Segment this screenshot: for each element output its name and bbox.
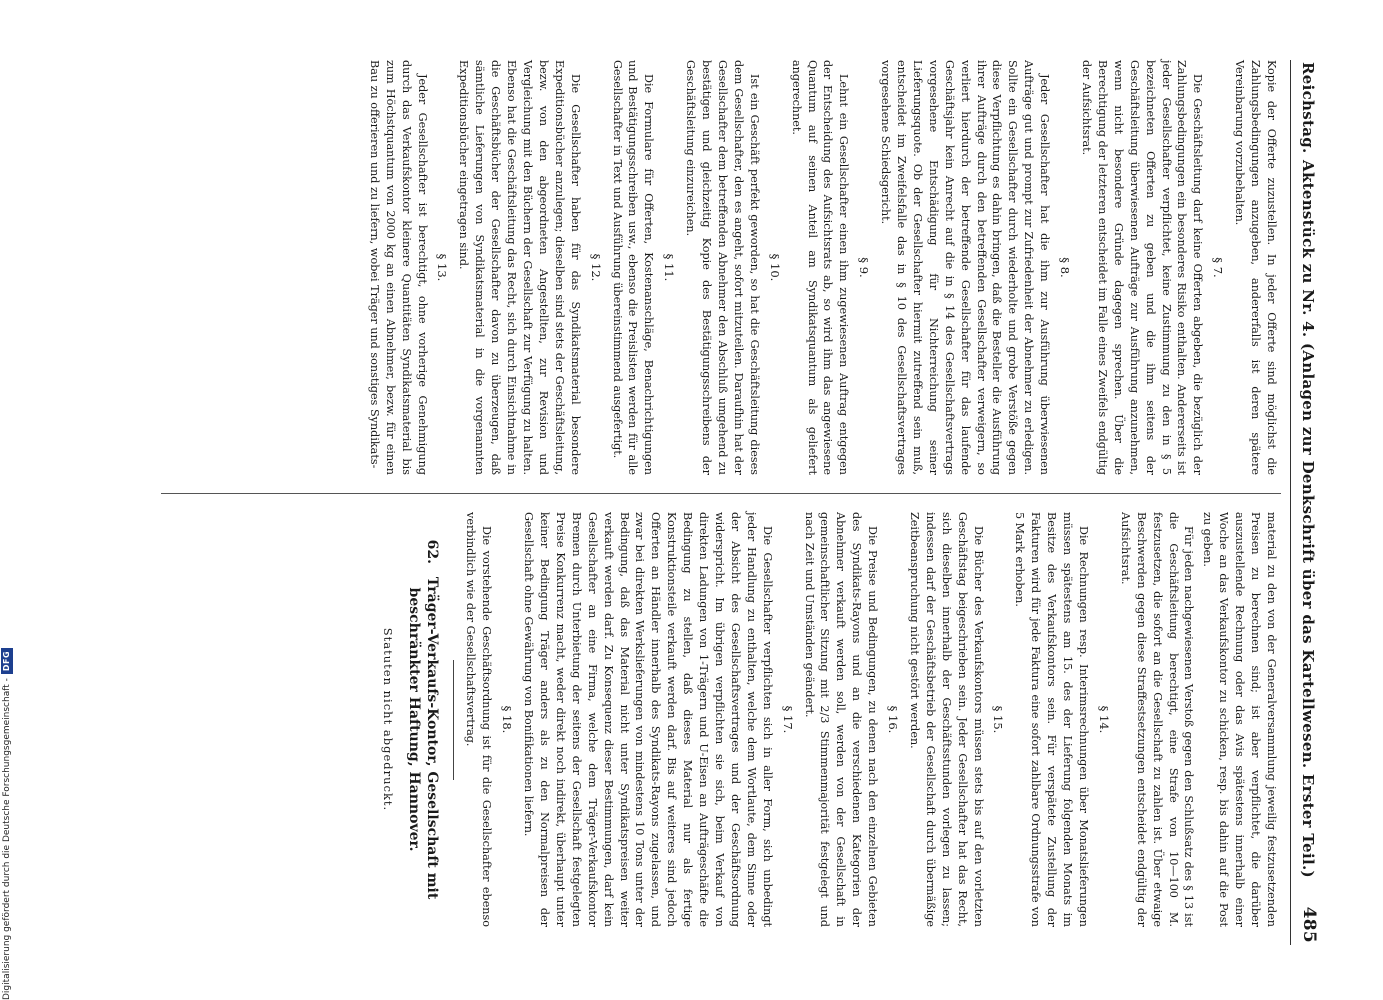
- entry-title: Träger-Verkaufs-Kontor, Gesellschaft mit beschränkter Haftung, Hannover.: [406, 576, 441, 900]
- section-heading: § 18.: [500, 705, 515, 734]
- section-heading: § 8.: [1058, 257, 1073, 278]
- credit-text: Digitalisierung gefördert durch die Deutsche Forschungsgemeinschaft -: [2, 678, 12, 1000]
- section-text: Die Geschäftsleitung darf keine Offerten abgeben, die bezüglich der Zahlungsbedingungen ein besonderes Risiko enthalten. Andererseits ist jeder Gesellschafter verpflichtet, keine Zustimmung zu den in § 5 bezeichneten Offerten zu geben und die ihm seitens der Geschäftsleitung überwiesenen Aufträge zur Ausführung anzunehmen, wenn nicht besondere Gründe dagegen sprechen. Über die Berechtigung der letzteren entscheidet im Falle eines Zweifels endgültig der Aufsichtsrat.: [1080, 60, 1205, 475]
- section-text: Lehnt ein Gesellschafter einen ihm zugewiesenen Auftrag entgegen der Entscheidung des Aufsichtsrats ab, so wird ihm das angewiesene Quantum auf seinen Anteil am Syndikatsquantum als geliefert angerechnet.: [789, 60, 851, 475]
- right-intro: material zu den von der Generalversammlung jeweilig festzusetzenden Preisen zu berechnen sind; ist aber verpflichtet, die darüber auszustellende Rechnung oder das Avis spätestens innerhalb einer Woche an das Verkaufskontor zu schicken, resp. bis dahin auf die Post zu geben.: [1201, 512, 1278, 927]
- section-heading: § 14.: [1096, 705, 1111, 734]
- entry-note: Statuten nicht abgedruckt.: [381, 627, 396, 812]
- section-text: Die vorstehende Geschäftsordnung ist für die Gesellschafter ebenso verbindlich wie der Gesellschaftsvertrag.: [464, 512, 494, 927]
- section-heading: § 16.: [886, 705, 901, 734]
- section-text: Die Preise und Bedingungen, zu denen nach den einzelnen Gebieten des Syndikats-Rayons und an die verschiedenen Kategorien der Abnehmer verkauft werden soll, werden von der Gesellschaft in gemeinschaftlicher Sitzung mit 2/3 Stimmenmajorität festgelegt und nach Zeit und Umständen geändert.: [802, 512, 880, 927]
- section-heading: § 11.: [662, 253, 677, 282]
- section-heading: § 9.: [857, 257, 872, 278]
- left-column: [363, 60, 1279, 475]
- header-left: Reichstag.: [1299, 62, 1317, 154]
- digitization-credit: [0, 580, 14, 1000]
- section-text: Ist ein Geschäft perfekt geworden, so hat die Geschäftsleitung dieses dem Gesellschafter, den es angeht, sofort mitzuteilen. Daraufhin hat der Gesellschafter dem betreffenden Abnehmer den Abschluß umgehend zu bestätigen und gleichzeitig Kopie des Bestätigungsschreibens der Geschäftsleitung einzureichen.: [684, 60, 761, 475]
- section-text: Die Gesellschafter haben für das Syndikatsmaterial besondere Expeditionsbücher anzulegen; dieselben sind stets der Geschäftsleitung, bezw. von den abgeordneten Angestellten, zur Revision und Vergleichung mit den Büchern der Gesellschaft zur Verfügung zu halten. Ebenso hat die Geschäftsleitung das Recht, sich durch Einsichtnahme in die Geschäftsbücher der Gesellschafter davon zu überzeugen, daß sämtliche Lieferungen von Syndikatsmaterial in die vorgenannten Expeditionsbücher eingetragen sind.: [457, 60, 582, 475]
- dfg-logo: DFG: [1, 648, 13, 674]
- section-heading: § 12.: [588, 253, 603, 282]
- section-text: Die Gesellschafter verpflichten sich in aller Form, sich unbedingt jeder Handlung zu enthalten, welche dem Wortlaute, dem Sinne oder der Absicht des Gesellschaftsvertrages und der Geschäftsordnung widerspricht. Im übrigen verpflichten sie sich, beim Verkauf von direkten Ladungen von 1-Trägern und U-Eisen an Aufträgeschäfte die Bedingung zu stellen, daß dieses Material nur als fertige Konstruktionsteile verkauft werden darf. Bis auf weiteres sind jedoch Offerten an Händler innerhalb des Syndikats-Rayons zugelassen, und zwar bei direkten Werkslieferungen von mindestens 10 Tons unter der Bedingung, daß das Material nicht unter Syndikatspreisen weiter verkauft werden darf. Zu Konsequenz dieser Bestimmungen, darf kein Gesellschafter an eine Firma, welche dem Träger-Verkaufskontor Bremen durch Unterbietung der seitens der Gesellschaft festgelegten Preise Konkurrenz macht, weder direkt noch indirekt, überhaupt unter keiner Bedingung Träger anders als zu den Normalpreisen der Gesellschaft ohne Gewährung von Bonifikationen liefern.: [522, 512, 774, 927]
- entry-heading: [406, 512, 442, 927]
- section-heading: § 15.: [991, 705, 1006, 734]
- section-heading: § 17.: [780, 705, 795, 734]
- header-title: Aktenstück zu Nr. 4. (Anlagen zur Denkschrift über das Kartellwesen. Erster Teil.): [1299, 160, 1317, 878]
- section-heading: § 13.: [435, 253, 450, 282]
- section-text: Die Rechnungen resp. Interimsrechnungen über Monatslieferungen müssen spätestens am 15. des der Lieferung folgenden Monats im Besitze des Verkaufskontors sein. Für verspätete Zustellung der Fakturen wird für jede Faktura eine sofort zahlbare Ordnungsstrafe von 5 Mark erhoben.: [1013, 512, 1091, 927]
- right-intro-2: Für jeden nachgewiesenen Verstoß gegen den Schlußsatz des § 13 ist die Geschäftsleitung berechtigt, eine Strafe von 10—100 M. festzusetzen, die sofort an die Gesellschaft zu zahlen ist. Über etwaige Beschwerden gegen diese Straffestsetzungen entscheidet endgültig der Aufsichtsrat.: [1118, 512, 1196, 927]
- entry-rule: [454, 660, 455, 780]
- right-column: [380, 512, 1279, 927]
- page-number: 485: [1299, 906, 1319, 943]
- entry-number: 62.: [424, 539, 441, 565]
- section-text: Jeder Gesellschafter hat die ihm zur Ausführung überwiesenen Aufträge gut und prompt zur Zufriedenheit der Abnehmer zu erledigen. Sollte ein Gesellschafter durch wiederholte und grobe Verstöße gegen diese Verpflichtung es dahin bringen, daß die Besteller die Ausführung ihrer Aufträge durch den betreffenden Gesellschafter verweigern, so verliert hierdurch der betreffende Gesellschafter für das laufende Geschäftsjahr kein Anrecht auf die in § 14 des Gesellschaftsvertrags vorgesehene Entschädigung für Nichterreichung seiner Lieferungsquote. Ob der Gesellschafter hiermit zutreffend sein muß, entscheidet im Zweifelsfalle das in § 10 des Gesellschaftsvertrages vorgesehene Schiedsgericht.: [879, 60, 1052, 475]
- page-header: [1293, 60, 1321, 945]
- section-text: Jeder Gesellschafter ist berechtigt, ohne vorherige Genehmigung durch das Verkaufskontor kleinere Quantitäten Syndikatsmaterial bis zum Höchstquantum von 2000 kg an einen Abnehmer, bezw. für einen Bau zu offerieren und zu liefern, wobei Träger und sonstiges Syndikats-: [367, 60, 429, 475]
- section-heading: § 10.: [767, 253, 782, 282]
- section-text: Die Bücher des Verkaufskontors müssen stets bis auf den vorletzten Geschäftstag beigeschrieben sein. Jeder Gesellschafter hat das Recht, sich dieselben innerhalb der Geschäftsstunden vorlegen zu lassen; indessen darf der Geschäftsbetrieb der Gesellschaft durch übermäßige Zeitbeanspruchung nicht gestört werden.: [907, 512, 985, 927]
- section-heading: § 7.: [1211, 257, 1226, 278]
- header-rule: [1290, 60, 1291, 945]
- document-page: [101, 60, 1321, 945]
- left-intro: Kopie der Offerte zuzustellen. In jeder Offerte sind möglichst die Zahlungsbedingungen anzugeben, andererfalls ist deren spätere Vereinbarung vorzubehalten.: [1233, 60, 1278, 475]
- column-divider: [161, 493, 1281, 494]
- section-text: Die Formulare für Offerten, Kostenanschläge, Benachrichtigungen und Bestätigungsschreiben usw., ebenso die Preislisten werden für alle Gesellschafter in Text und Ausführung übereinstimmend ausgefertigt.: [610, 60, 656, 475]
